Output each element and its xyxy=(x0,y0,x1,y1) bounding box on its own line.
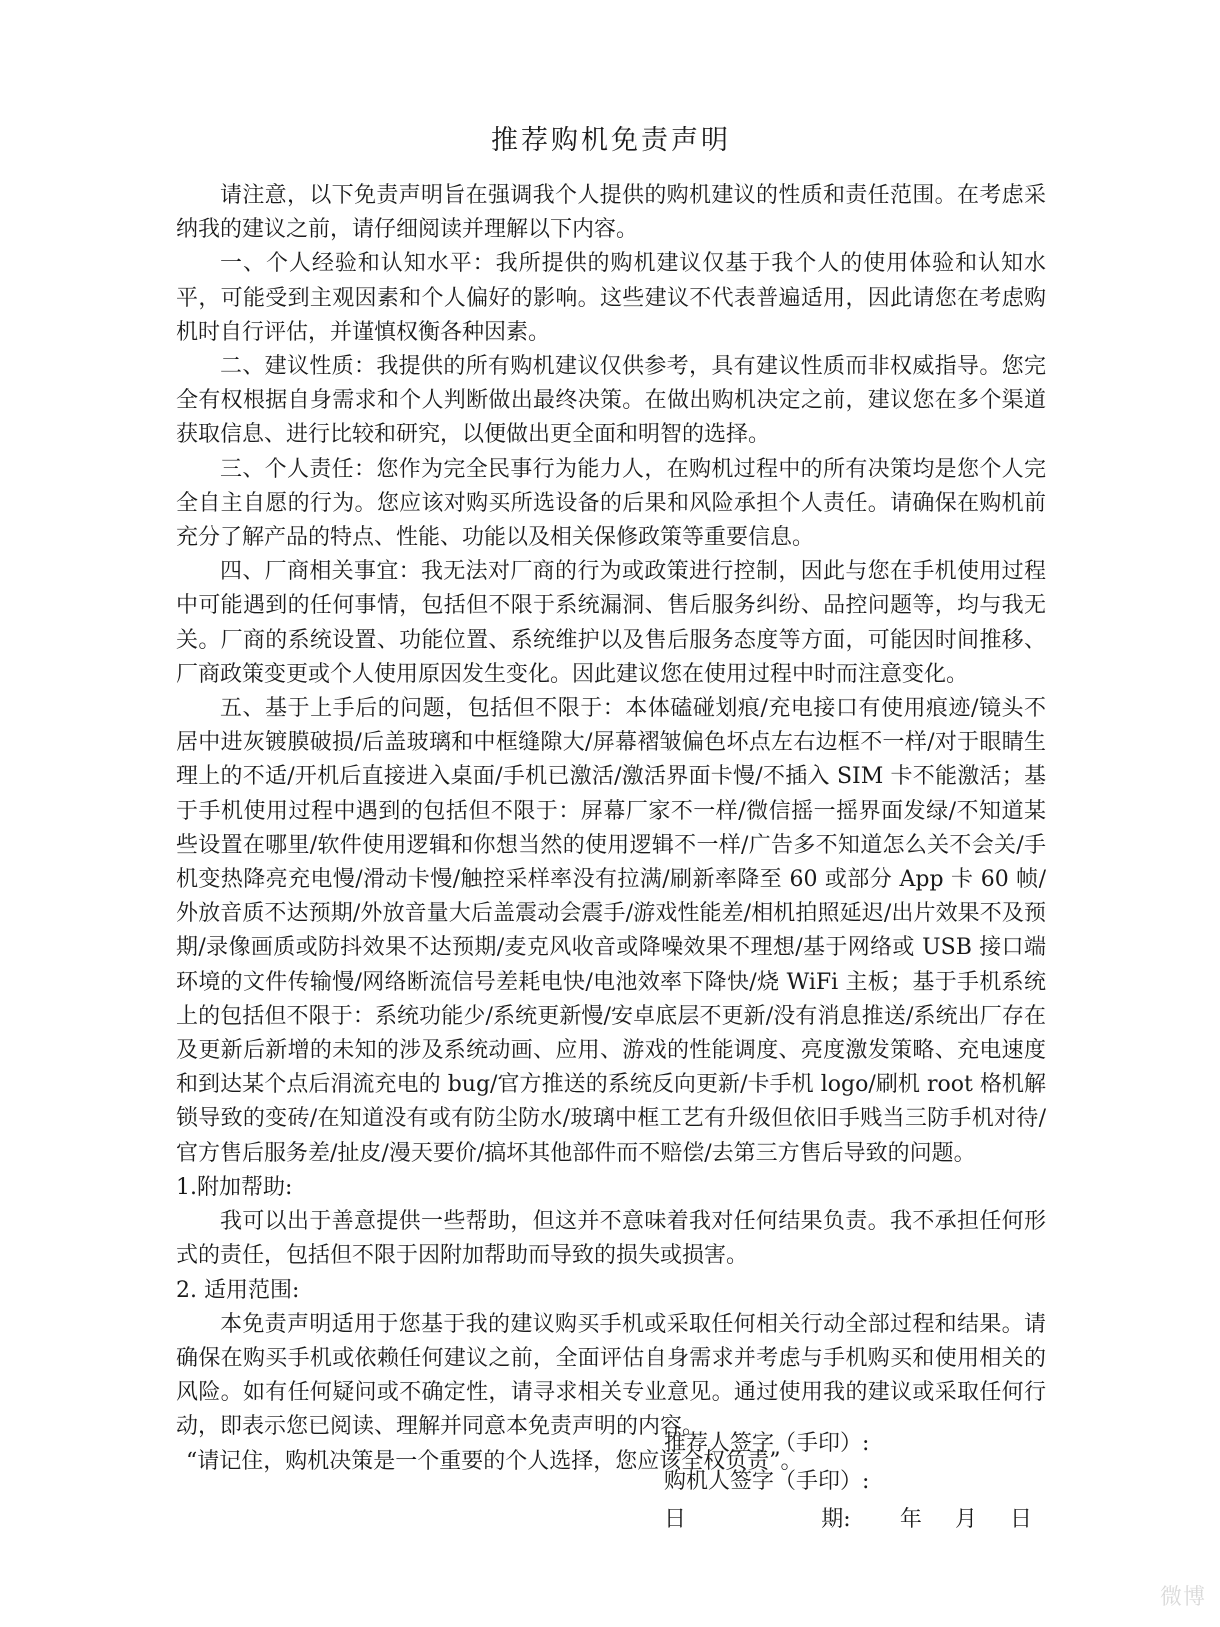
section-1-paragraph: 一、个人经验和认知水平：我所提供的购机建议仅基于我个人的使用体验和认知水平，可能受到主观因素和个人偏好的影响。这些建议不代表普遍适用，因此请您在考虑购机时自行评估，并谨慎权衡各种因素。 xyxy=(176,251,1046,345)
signature-block xyxy=(664,1425,1032,1539)
disclaimer-document xyxy=(176,118,1046,1479)
intro-paragraph: 请注意，以下免责声明旨在强调我个人提供的购机建议的性质和责任范围。在考虑采纳我的建议之前，请仔细阅读并理解以下内容。 xyxy=(176,183,1046,243)
date-year-label: 年 xyxy=(899,1507,922,1532)
section-3-paragraph: 三、个人责任：您作为完全民事行为能力人，在购机过程中的所有决策均是您个人完全自主自愿的行为。您应该对购买所选设备的后果和风险承担个人责任。请确保在购机前充分了解产品的特点、性能、功能以及相关保修政策等重要信息。 xyxy=(176,456,1046,551)
section-2-paragraph: 二、建议性质：我提供的所有购机建议仅供参考，具有建议性质而非权威指导。您完全有权根据自身需求和个人判断做出最终决策。在做出购机决定之前，建议您在多个渠道获取信息、进行比较和研究，以便做出更全面和明智的选择。 xyxy=(176,354,1046,448)
date-month-label: 月 xyxy=(954,1507,977,1532)
section-4-paragraph: 四、厂商相关事宜：我无法对厂商的行为或政策进行控制，因此与您在手机使用过程中可能遇到的任何事情，包括但不限于系统漏洞、售后服务纠纷、品控问题等，均与我无关。厂商的系统设置、功能位置、系统维护以及售后服务态度等方面，可能因时间推移、厂商政策变更或个人使用原因发生变化。因此建议您在使用过程中时而注意变化。 xyxy=(176,559,1046,687)
document-title: 推荐购机免责声明 xyxy=(491,125,731,156)
closing-quote: “请记住，购机决策是一个重要的个人选择，您应该全权负责”。 xyxy=(186,1448,803,1474)
watermark: 微博 xyxy=(1159,1585,1206,1610)
extra-help-paragraph: 我可以出于善意提供一些帮助，但这并不意味着我对任何结果负责。我不承担任何形式的责任，包括但不限于因附加帮助而导致的损失或损害。 xyxy=(176,1209,1046,1269)
scope-paragraph: 本免责声明适用于您基于我的建议购买手机或采取任何相关行动全部过程和结果。请确保在购买手机或依赖任何建议之前，全面评估自身需求并考虑与手机购买和使用相关的风险。如有任何疑问或不确定性，请寻求相关专业意见。通过使用我的建议或采取任何行动，即表示您已阅读、理解并同意本免责声明的内容。 xyxy=(176,1311,1046,1440)
date-label-second: 期: xyxy=(821,1507,851,1532)
buyer-signature-label: 购机人签字（手印）: xyxy=(664,1469,870,1494)
date-day-label: 日 xyxy=(1009,1507,1032,1532)
section-5-paragraph: 五、基于上手后的问题，包括但不限于：本体磕碰划痕/充电接口有使用痕迹/镜头不居中进灰镀膜破损/后盖玻璃和中框缝隙大/屏幕褶皱偏色坏点左右边框不一样/对于眼睛生理上的不适/开机后直接进入桌面/手机已激活/激活界面卡慢/不插入 SIM 卡不能激活；基于手机使用过程中遇到的包括但不限于：屏幕厂家不一样/微信摇一摇界面发绿/不知道某些设置在哪里/软件使用逻辑和你想当然的使用逻辑不一样/广告多不知道怎么关不会关/手机变热降亮充电慢/滑动卡慢/触控采样率没有拉满/刷新率降至 60 或部分 App 卡 60 帧/外放音质不达预期/外放音量大后盖震动会震手/游戏性能差/相机拍照延迟/出片效果不及预期/录像画质或防抖效果不达预期/麦克风收音或降噪效果不理想/基于网络或 USB 接口端环境的文件传输慢/网络断流信号差耗电快/电池效率下降快/烧 WiFi 主板；基于手机系统上的包括但不限于：系统功能少/系统更新慢/安卓底层不更新/没有消息推送/系统出厂存在及更新后新增的未知的涉及系统动画、应用、游戏的性能调度、亮度激发策略、充电速度和到达某个点后涓流充电的 bug/官方推送的系统反向更新/卡手机 logo/刷机 root 格机解锁导致的变砖/在知道没有或有防尘防水/玻璃中框工艺有升级但依旧手贱当三防手机对待/官方售后服务差/扯皮/漫天要价/搞坏其他部件而不赔偿/去第三方售后导致的问题。 xyxy=(176,696,1046,1166)
recommender-signature-label: 推荐人签字（手印）: xyxy=(664,1431,870,1456)
date-label-first: 日 xyxy=(664,1507,687,1532)
date-line xyxy=(664,1501,1032,1539)
extra-help-heading: 1.附加帮助: xyxy=(176,1174,293,1200)
scope-heading: 2. 适用范围: xyxy=(176,1277,300,1303)
